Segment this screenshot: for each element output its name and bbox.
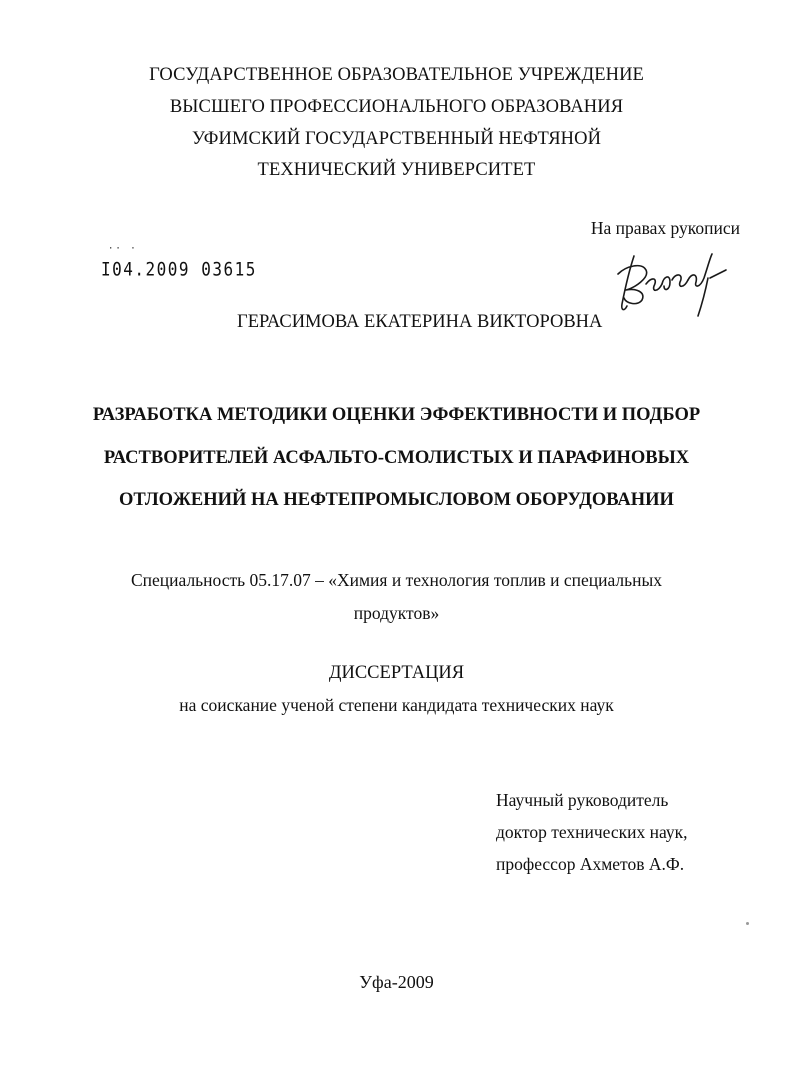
dissertation-label: ДИССЕРТАЦИЯ [328, 663, 465, 683]
institution-line-4: ТЕХНИЧЕСКИЙ УНИВЕРСИТЕТ [257, 160, 536, 180]
institution-line-2: ВЫСШЕГО ПРОФЕССИОНАЛЬНОГО ОБРАЗОВАНИЯ [169, 97, 624, 117]
author-name: ГЕРАСИМОВА ЕКАТЕРИНА ВИКТОРОВНА [237, 312, 603, 332]
institution-line-1: ГОСУДАРСТВЕННОЕ ОБРАЗОВАТЕЛЬНОЕ УЧРЕЖДЕНИЕ [149, 65, 644, 85]
title-line-3: ОТЛОЖЕНИЙ НА НЕФТЕПРОМЫСЛОВОМ ОБОРУДОВАНИИ [119, 490, 674, 510]
supervisor-line-1: Научный руководитель [496, 790, 669, 810]
specialty-line-1: Специальность 05.17.07 – «Химия и технология топлив и специальных [130, 570, 662, 590]
specialty-line-2: продуктов» [353, 603, 440, 623]
supervisor-line-3: профессор Ахметов А.Ф. [496, 854, 685, 874]
title-line-2: РАСТВОРИТЕЛЕЙ АСФАЛЬТО-СМОЛИСТЫХ И ПАРАФИНОВЫХ [103, 448, 690, 468]
scan-speck [746, 922, 749, 925]
city-year: Уфа-2009 [359, 972, 434, 992]
manuscript-note: На правах рукописи [590, 218, 740, 238]
code-ticks-decoration: ·· · [108, 244, 138, 254]
supervisor-line-2: доктор технических наук, [496, 822, 688, 842]
catalog-code: I04.2009 03615 [101, 258, 257, 280]
title-line-1: РАЗРАБОТКА МЕТОДИКИ ОЦЕНКИ ЭФФЕКТИВНОСТИ И ПОДБОР [92, 405, 701, 425]
signature-icon [612, 244, 737, 324]
institution-line-3: УФИМСКИЙ ГОСУДАРСТВЕННЫЙ НЕФТЯНОЙ [191, 129, 602, 149]
degree-line: на соискание ученой степени кандидата технических наук [179, 695, 614, 715]
